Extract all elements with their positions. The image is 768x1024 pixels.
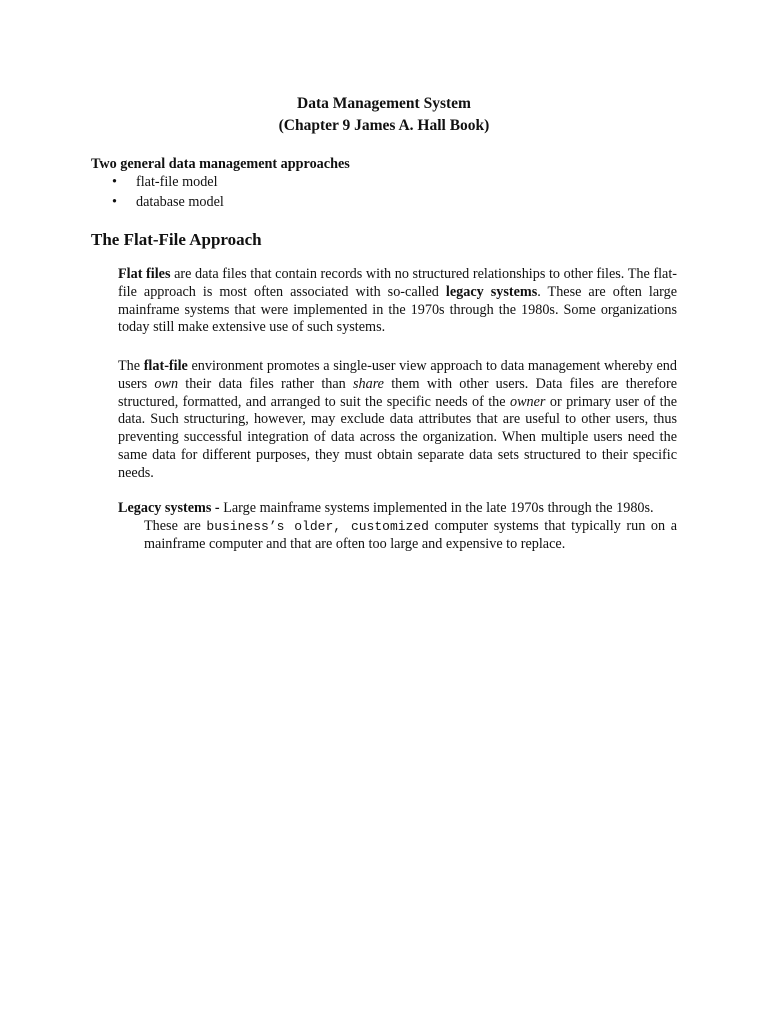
paragraph-text: computer systems that typically run on a mainframe computer and that are often too large and expensive to replace.: [144, 517, 677, 552]
list-item-label: flat-file model: [136, 174, 218, 190]
list-item: [112, 173, 224, 193]
paragraph-text: them with other users. Data files are therefore structured, formatted, and arranged to suit the specific needs of the: [118, 375, 677, 410]
approaches-list: [112, 173, 224, 212]
paragraph-text: . These are often large mainframe systems that were implemented in the 1970s through the 1980s. Some organizations today still make extensive use of such systems.: [118, 283, 677, 336]
paragraph-legacy-systems: [118, 500, 677, 553]
term-legacy-systems: legacy systems: [445, 283, 538, 300]
term-flat-files: Flat files: [118, 266, 171, 282]
list-item: [112, 193, 224, 213]
bullet-icon: •: [112, 193, 117, 210]
list-item-label: database model: [136, 193, 224, 210]
definition-continuation: [118, 518, 677, 554]
emphasis-share: share: [352, 375, 384, 392]
monospace-text: business’s older, customized: [206, 518, 429, 534]
term-flat-file: flat-file: [143, 358, 188, 374]
paragraph-text: environment promotes a single-user view approach to data management whereby end users: [118, 358, 677, 392]
paragraph-text: are data files that contain records with no structured relationships to other files. The flat-file approach is most often associated with so-called: [118, 266, 677, 300]
paragraph-text: These are: [144, 517, 207, 534]
section-heading: The Flat-File Approach: [91, 230, 262, 249]
paragraph-text: Large mainframe systems implemented in the late 1970s through the 1980s.: [223, 500, 654, 516]
paragraph-flat-files: [118, 266, 677, 337]
term-legacy-systems-def: Legacy systems -: [118, 500, 224, 516]
bullet-icon: •: [112, 174, 117, 190]
paragraph-text: The: [118, 358, 144, 374]
approaches-heading: Two general data management approaches: [91, 156, 350, 172]
paragraph-text: or primary user of the data. Such structuring, however, may exclude data attributes that are useful to other users, thus preventing successful integration of data across the organization. When multiple users need the same data for different purposes, they must obtain separate data sets structured to their specific needs.: [118, 393, 677, 481]
paragraph-flat-file-environment: [118, 358, 677, 483]
emphasis-own: own: [154, 375, 179, 392]
emphasis-owner: owner: [509, 393, 546, 410]
paragraph-text: their data files rather than: [178, 375, 353, 392]
document-title: Data Management System: [297, 95, 471, 112]
document-subtitle: (Chapter 9 James A. Hall Book): [278, 117, 490, 134]
